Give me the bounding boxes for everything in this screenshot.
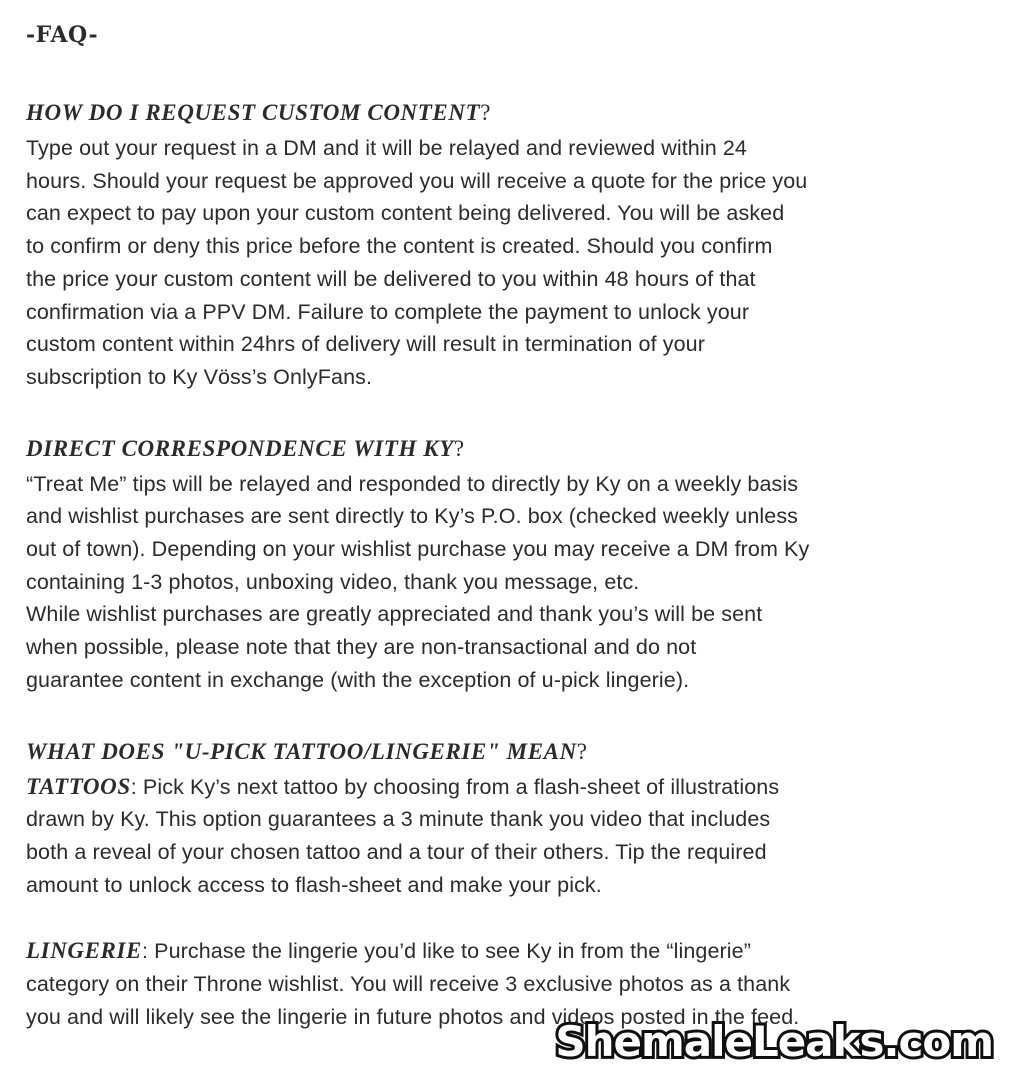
answer-line: amount to unlock access to flash-sheet and make your pick.	[26, 872, 602, 897]
heading-text: HOW DO I REQUEST CUSTOM CONTENT	[26, 100, 481, 125]
answer-line: drawn by Ky. This option guarantees a 3 minute thank you video that includes	[26, 807, 771, 832]
faq-document	[26, 18, 986, 1073]
faq-section-u-pick	[26, 737, 986, 1034]
answer-line: category on their Throne wishlist. You will receive 3 exclusive photos as a thank	[26, 972, 791, 997]
faq-section-direct-correspondence	[26, 434, 986, 697]
answer-line: guarantee content in exchange (with the exception of u-pick lingerie).	[26, 667, 690, 692]
answer-line: when possible, please note that they are non-transactional and do not	[26, 635, 697, 660]
answer-line-text: : Purchase the lingerie you’d like to see Ky in from the “lingerie”	[142, 939, 751, 964]
tattoos-lead: TATTOOS	[26, 773, 131, 799]
answer-line: can expect to pay upon your custom content being delivered. You will be asked	[26, 201, 785, 226]
heading-question-mark: ?	[576, 738, 588, 764]
answer-line: custom content within 24hrs of delivery will result in termination of your	[26, 332, 705, 357]
answer-line: hours. Should your request be approved you will receive a quote for the price you	[26, 168, 808, 193]
answer-line: you and will likely see the lingerie in future photos and videos posted in the feed.	[26, 1004, 800, 1029]
faq-title: -FAQ-	[26, 22, 99, 48]
answer-line: containing 1-3 photos, unboxing video, thank you message, etc.	[26, 569, 640, 594]
faq-heading	[26, 434, 986, 464]
lingerie-lead: LINGERIE	[26, 938, 142, 964]
answer-line: confirmation via a PPV DM. Failure to complete the payment to unlock your	[26, 299, 750, 324]
answer-line: to confirm or deny this price before the content is created. Should you confirm	[26, 234, 773, 259]
answer-line	[26, 771, 986, 804]
answer-line-text: : Pick Ky’s next tattoo by choosing from a flash-sheet of illustrations	[130, 774, 780, 799]
tattoos-answer	[26, 771, 986, 902]
answer-line: Type out your request in a DM and it will be relayed and reviewed within 24	[26, 136, 747, 160]
answer-line: the price your custom content will be delivered to you within 48 hours of that	[26, 266, 756, 291]
faq-heading	[26, 98, 986, 128]
heading-text: DIRECT CORRESPONDENCE WITH KY	[26, 435, 454, 461]
answer-line: While wishlist purchases are greatly appreciated and thank you’s will be sent	[26, 602, 763, 627]
heading-question-mark: ?	[480, 100, 491, 125]
answer-line: and wishlist purchases are sent directly to Ky’s P.O. box (checked weekly unless	[26, 504, 799, 529]
answer-line: both a reveal of your chosen tattoo and a tour of their others. Tip the required	[26, 839, 767, 864]
answer-line: “Treat Me” tips will be relayed and responded to directly by Ky on a weekly basis	[26, 471, 799, 496]
faq-answer	[26, 468, 986, 697]
faq-heading	[26, 737, 986, 767]
faq-section-custom-content	[26, 98, 986, 394]
heading-text: WHAT DOES "U-PICK TATTOO/LINGERIE" MEAN	[26, 738, 577, 764]
watermark-logo: ShemaleLeaks.com	[555, 1017, 993, 1066]
answer-line: subscription to Ky Vöss’s OnlyFans.	[26, 364, 373, 389]
answer-line: out of town). Depending on your wishlist purchase you may receive a DM from Ky	[26, 537, 810, 562]
answer-line	[26, 935, 986, 968]
heading-question-mark: ?	[453, 435, 465, 461]
faq-answer	[26, 132, 986, 394]
